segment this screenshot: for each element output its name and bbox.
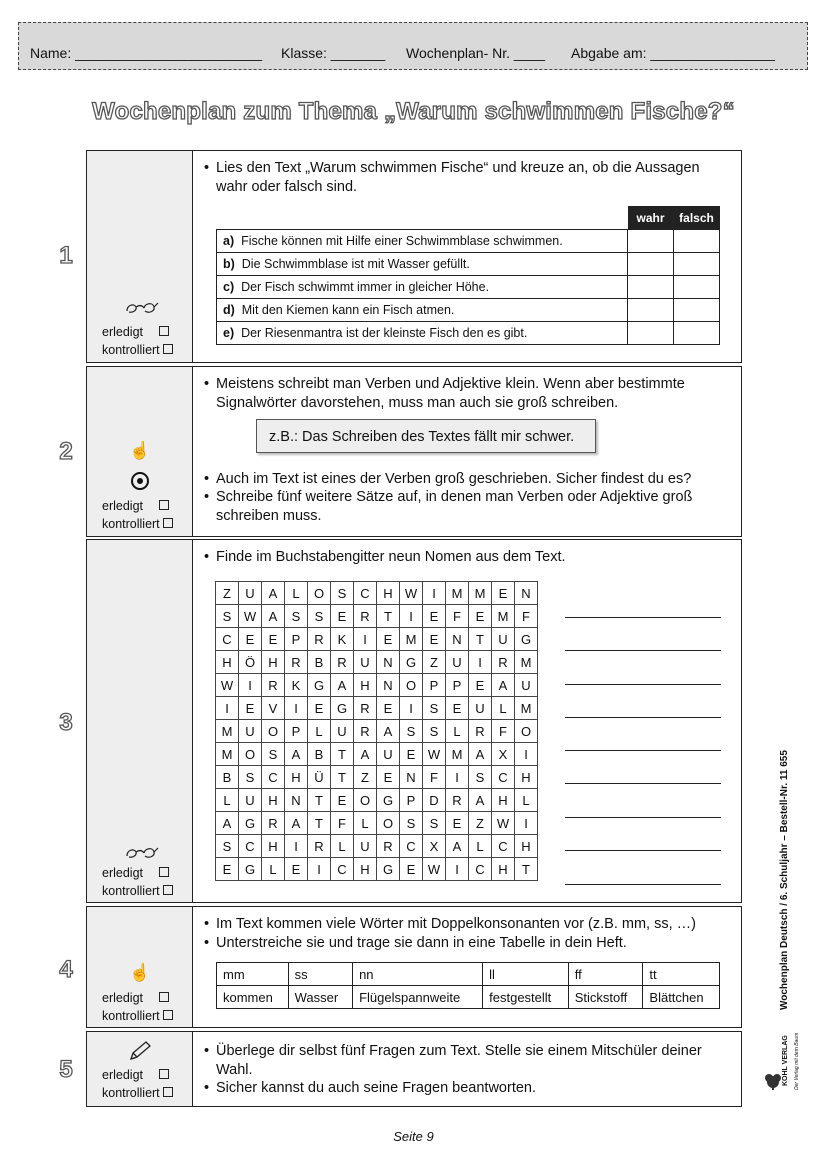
- answer-cell[interactable]: [628, 322, 674, 345]
- grid-letter[interactable]: G: [239, 812, 262, 835]
- grid-letter[interactable]: G: [308, 674, 331, 697]
- grid-letter[interactable]: M: [400, 628, 423, 651]
- grid-letter[interactable]: T: [331, 743, 354, 766]
- answer-cell[interactable]: [628, 299, 674, 322]
- grid-letter[interactable]: N: [515, 582, 538, 605]
- done-checkbox[interactable]: [159, 992, 169, 1002]
- grid-letter[interactable]: R: [354, 605, 377, 628]
- table-cell: festgestellt: [483, 986, 569, 1009]
- page-title: Wochenplan zum Thema „Warum schwimmen Fische?“: [92, 98, 735, 125]
- grid-letter[interactable]: E: [331, 605, 354, 628]
- status-checked-label: kontrolliert: [102, 517, 160, 531]
- grid-letter[interactable]: N: [285, 789, 308, 812]
- grid-letter[interactable]: E: [216, 858, 239, 881]
- grid-letter[interactable]: U: [446, 651, 469, 674]
- done-checkbox[interactable]: [159, 867, 169, 877]
- grid-letter[interactable]: S: [216, 835, 239, 858]
- grid-letter[interactable]: S: [469, 766, 492, 789]
- target-icon: [125, 471, 155, 496]
- grid-letter[interactable]: L: [262, 858, 285, 881]
- answer-line[interactable]: [565, 817, 721, 818]
- grid-letter[interactable]: X: [492, 743, 515, 766]
- grid-letter[interactable]: F: [423, 766, 446, 789]
- grid-letter[interactable]: L: [446, 720, 469, 743]
- grid-row: [216, 743, 538, 766]
- table-row: e) Der Riesenmantra ist der kleinste Fisch den es gibt.: [217, 322, 720, 345]
- table-row: b) Die Schwimmblase ist mit Wasser gefüllt.: [217, 253, 720, 276]
- klasse-field[interactable]: Klasse: _______: [281, 45, 386, 61]
- task-text: • Im Text kommen viele Wörter mit Doppelkonsonanten vor (z.B. mm, ss, …): [204, 916, 696, 932]
- grid-letter[interactable]: G: [331, 697, 354, 720]
- grid-letter[interactable]: Ö: [239, 651, 262, 674]
- grid-letter[interactable]: W: [423, 858, 446, 881]
- grid-letter[interactable]: C: [492, 835, 515, 858]
- grid-letter[interactable]: P: [400, 789, 423, 812]
- grid-letter[interactable]: R: [262, 674, 285, 697]
- grid-letter[interactable]: I: [515, 743, 538, 766]
- grid-letter[interactable]: H: [515, 766, 538, 789]
- grid-row: [216, 858, 538, 881]
- status-checked-label: kontrolliert: [102, 1009, 160, 1023]
- glasses-icon: [125, 299, 155, 322]
- grid-letter[interactable]: I: [285, 835, 308, 858]
- grid-letter[interactable]: F: [446, 605, 469, 628]
- grid-row: [216, 651, 538, 674]
- header-box: [18, 22, 808, 70]
- grid-row: [216, 835, 538, 858]
- col-header-tt: tt: [643, 963, 720, 986]
- name-field[interactable]: Name: ________________________: [30, 45, 262, 61]
- grid-letter[interactable]: H: [492, 789, 515, 812]
- grid-letter[interactable]: C: [262, 766, 285, 789]
- grid-letter[interactable]: I: [308, 858, 331, 881]
- letter-grid: [215, 581, 538, 881]
- grid-letter[interactable]: T: [331, 766, 354, 789]
- grid-letter[interactable]: M: [515, 697, 538, 720]
- table-row: c) Der Fisch schwimmt immer in gleicher Höhe.: [217, 276, 720, 299]
- answer-line[interactable]: [565, 717, 721, 718]
- grid-letter[interactable]: U: [469, 697, 492, 720]
- col-header-ss: ss: [288, 963, 352, 986]
- grid-letter[interactable]: N: [377, 651, 400, 674]
- grid-letter[interactable]: S: [331, 582, 354, 605]
- table-cell: Flügelspannweite: [353, 986, 483, 1009]
- pointing-hand-icon: ☝: [129, 441, 151, 460]
- grid-letter[interactable]: S: [239, 766, 262, 789]
- grid-letter[interactable]: Z: [469, 812, 492, 835]
- checked-checkbox[interactable]: [163, 518, 173, 528]
- col-header-ll: ll: [483, 963, 569, 986]
- task-text: • Überlege dir selbst fünf Fragen zum Text. Stelle sie einem Mitschüler deiner Wahl.: [204, 1043, 702, 1078]
- section-3: [86, 539, 742, 903]
- grid-letter[interactable]: G: [400, 651, 423, 674]
- section-number-3: 3: [59, 709, 73, 736]
- grid-letter[interactable]: I: [446, 766, 469, 789]
- answer-cell[interactable]: [628, 276, 674, 299]
- grid-letter[interactable]: R: [354, 720, 377, 743]
- grid-letter[interactable]: C: [331, 858, 354, 881]
- grid-letter[interactable]: I: [400, 605, 423, 628]
- grid-letter[interactable]: R: [331, 651, 354, 674]
- grid-letter[interactable]: E: [377, 697, 400, 720]
- grid-letter[interactable]: S: [308, 605, 331, 628]
- grid-letter[interactable]: A: [469, 789, 492, 812]
- grid-letter[interactable]: L: [469, 835, 492, 858]
- grid-letter[interactable]: L: [285, 582, 308, 605]
- col-header-nn: nn: [353, 963, 483, 986]
- task-text: • Unterstreiche sie und trage sie dann in eine Tabelle in dein Heft.: [204, 935, 627, 951]
- table-row: d) Mit den Kiemen kann ein Fisch atmen.: [217, 299, 720, 322]
- task-text: • Schreibe fünf weitere Sätze auf, in denen man Verben oder Adjektive groß schreiben muss.: [204, 489, 693, 524]
- answer-line[interactable]: [565, 650, 721, 651]
- grid-letter[interactable]: H: [262, 651, 285, 674]
- pencil-icon: [125, 1040, 155, 1067]
- grid-letter[interactable]: S: [262, 743, 285, 766]
- publisher-name: KOHL VERLAG: [782, 1035, 789, 1086]
- grid-letter[interactable]: W: [400, 582, 423, 605]
- grid-letter[interactable]: A: [377, 720, 400, 743]
- grid-letter[interactable]: U: [515, 674, 538, 697]
- grid-letter[interactable]: P: [446, 674, 469, 697]
- grid-letter[interactable]: U: [354, 651, 377, 674]
- grid-letter[interactable]: E: [308, 697, 331, 720]
- answer-cell[interactable]: [674, 230, 720, 253]
- table-cell: Stickstoff: [568, 986, 643, 1009]
- true-false-table: [216, 206, 720, 345]
- section-number-1: 1: [59, 242, 73, 269]
- checked-checkbox[interactable]: [163, 1087, 173, 1097]
- grid-letter[interactable]: I: [469, 651, 492, 674]
- grid-letter[interactable]: E: [262, 628, 285, 651]
- section-number-2: 2: [59, 438, 73, 465]
- answer-line[interactable]: [565, 783, 721, 784]
- grid-row: [216, 812, 538, 835]
- task-text: • Lies den Text „Warum schwimmen Fische“ und kreuze an, ob die Aussagen wahr oder falsch sind.: [204, 160, 700, 195]
- grid-letter[interactable]: I: [423, 582, 446, 605]
- grid-letter[interactable]: A: [469, 743, 492, 766]
- grid-letter[interactable]: I: [400, 697, 423, 720]
- section-number-4: 4: [59, 956, 73, 983]
- grid-letter[interactable]: F: [515, 605, 538, 628]
- grid-letter[interactable]: S: [423, 697, 446, 720]
- done-checkbox[interactable]: [159, 326, 169, 336]
- grid-letter[interactable]: H: [377, 582, 400, 605]
- done-checkbox[interactable]: [159, 500, 169, 510]
- grid-letter[interactable]: E: [239, 697, 262, 720]
- grid-letter[interactable]: W: [492, 812, 515, 835]
- grid-letter[interactable]: L: [515, 789, 538, 812]
- grid-row: [216, 720, 538, 743]
- status-checked-label: kontrolliert: [102, 1086, 160, 1100]
- grid-letter[interactable]: A: [492, 674, 515, 697]
- grid-letter[interactable]: K: [285, 674, 308, 697]
- grid-letter[interactable]: G: [377, 789, 400, 812]
- grid-letter[interactable]: F: [331, 812, 354, 835]
- answer-cell[interactable]: [674, 299, 720, 322]
- grid-letter[interactable]: E: [469, 674, 492, 697]
- grid-letter[interactable]: U: [239, 720, 262, 743]
- grid-letter[interactable]: A: [354, 743, 377, 766]
- grid-letter[interactable]: A: [216, 812, 239, 835]
- grid-letter[interactable]: R: [446, 789, 469, 812]
- status-done-label: erledigt: [102, 499, 143, 513]
- grid-letter[interactable]: C: [354, 582, 377, 605]
- grid-letter[interactable]: L: [492, 697, 515, 720]
- grid-letter[interactable]: M: [469, 582, 492, 605]
- grid-letter[interactable]: S: [423, 720, 446, 743]
- grid-letter[interactable]: I: [354, 628, 377, 651]
- grid-letter[interactable]: C: [469, 858, 492, 881]
- grid-letter[interactable]: R: [262, 812, 285, 835]
- grid-letter[interactable]: I: [285, 697, 308, 720]
- grid-letter[interactable]: E: [400, 858, 423, 881]
- grid-letter[interactable]: D: [423, 789, 446, 812]
- grid-letter[interactable]: T: [377, 605, 400, 628]
- grid-row: [216, 697, 538, 720]
- answer-line[interactable]: [565, 884, 721, 885]
- grid-letter[interactable]: G: [239, 858, 262, 881]
- grid-letter[interactable]: E: [492, 582, 515, 605]
- grid-row: [216, 674, 538, 697]
- grid-letter[interactable]: R: [308, 835, 331, 858]
- status-done-label: erledigt: [102, 1068, 143, 1082]
- grid-letter[interactable]: I: [515, 812, 538, 835]
- pointing-hand-icon: ☝: [129, 963, 151, 982]
- grid-letter[interactable]: H: [515, 835, 538, 858]
- grid-letter[interactable]: E: [331, 789, 354, 812]
- grid-letter[interactable]: C: [239, 835, 262, 858]
- grid-letter[interactable]: L: [216, 789, 239, 812]
- grid-letter[interactable]: U: [492, 628, 515, 651]
- grid-letter[interactable]: C: [492, 766, 515, 789]
- grid-letter[interactable]: H: [285, 766, 308, 789]
- col-header-wahr: wahr: [628, 206, 674, 230]
- grid-letter[interactable]: S: [400, 720, 423, 743]
- side-publication-info: Wochenplan Deutsch / 6. Schuljahr – Bestell-Nr. 11 655: [779, 750, 790, 1010]
- grid-letter[interactable]: R: [469, 720, 492, 743]
- grid-letter[interactable]: B: [308, 651, 331, 674]
- grid-letter[interactable]: A: [262, 605, 285, 628]
- grid-letter[interactable]: R: [308, 628, 331, 651]
- grid-letter[interactable]: W: [216, 674, 239, 697]
- grid-letter[interactable]: Z: [423, 651, 446, 674]
- grid-letter[interactable]: P: [285, 628, 308, 651]
- grid-letter[interactable]: A: [285, 812, 308, 835]
- grid-letter[interactable]: P: [285, 720, 308, 743]
- answer-cell[interactable]: [674, 253, 720, 276]
- col-header-falsch: falsch: [674, 206, 720, 230]
- grid-letter[interactable]: Z: [354, 766, 377, 789]
- section-1: [86, 150, 742, 363]
- checked-checkbox[interactable]: [163, 885, 173, 895]
- grid-row: [216, 789, 538, 812]
- grid-letter[interactable]: O: [239, 743, 262, 766]
- grid-letter[interactable]: E: [423, 605, 446, 628]
- done-checkbox[interactable]: [159, 1069, 169, 1079]
- grid-letter[interactable]: M: [446, 582, 469, 605]
- grid-letter[interactable]: U: [239, 789, 262, 812]
- grid-letter[interactable]: H: [216, 651, 239, 674]
- grid-letter[interactable]: C: [400, 835, 423, 858]
- grid-letter[interactable]: L: [308, 720, 331, 743]
- grid-letter[interactable]: K: [331, 628, 354, 651]
- grid-row: [216, 628, 538, 651]
- grid-letter[interactable]: G: [377, 858, 400, 881]
- grid-letter[interactable]: H: [354, 858, 377, 881]
- grid-letter[interactable]: L: [354, 812, 377, 835]
- grid-letter[interactable]: E: [285, 858, 308, 881]
- grid-letter[interactable]: E: [446, 812, 469, 835]
- grid-letter[interactable]: E: [400, 743, 423, 766]
- grid-letter[interactable]: E: [239, 628, 262, 651]
- grid-letter[interactable]: A: [331, 674, 354, 697]
- grid-letter[interactable]: C: [216, 628, 239, 651]
- grid-letter[interactable]: H: [262, 789, 285, 812]
- answer-lines: [565, 540, 725, 900]
- grid-letter[interactable]: E: [377, 628, 400, 651]
- grid-letter[interactable]: U: [331, 720, 354, 743]
- grid-row: [216, 766, 538, 789]
- grid-letter[interactable]: N: [400, 766, 423, 789]
- grid-letter[interactable]: T: [308, 812, 331, 835]
- answer-line[interactable]: [565, 617, 721, 618]
- grid-letter[interactable]: S: [423, 812, 446, 835]
- grid-letter[interactable]: B: [216, 766, 239, 789]
- grid-letter[interactable]: E: [446, 697, 469, 720]
- grid-letter[interactable]: W: [423, 743, 446, 766]
- grid-letter[interactable]: V: [262, 697, 285, 720]
- grid-letter[interactable]: O: [515, 720, 538, 743]
- checked-checkbox[interactable]: [163, 1010, 173, 1020]
- abgabe-field[interactable]: Abgabe am: ________________: [571, 45, 775, 61]
- publisher-logo: [764, 1030, 800, 1090]
- grid-letter[interactable]: G: [515, 628, 538, 651]
- grid-letter[interactable]: R: [377, 835, 400, 858]
- task-text: • Sicher kannst du auch seine Fragen beantworten.: [204, 1080, 537, 1096]
- grid-letter[interactable]: S: [285, 605, 308, 628]
- grid-letter[interactable]: S: [400, 812, 423, 835]
- grid-letter[interactable]: H: [492, 858, 515, 881]
- checked-checkbox[interactable]: [163, 344, 173, 354]
- task-text: • Meistens schreibt man Verben und Adjektive klein. Wenn aber bestimmte Signalwörter davorstehen, muss man auch sie groß schreiben.: [204, 376, 685, 411]
- double-consonant-table: [216, 962, 720, 1009]
- publisher-tagline: Der Verlag mit dem Baum: [794, 1032, 800, 1090]
- grid-letter[interactable]: M: [216, 743, 239, 766]
- grid-letter[interactable]: O: [308, 582, 331, 605]
- grid-letter[interactable]: S: [216, 605, 239, 628]
- grid-letter[interactable]: O: [354, 789, 377, 812]
- grid-letter[interactable]: Z: [216, 582, 239, 605]
- grid-letter[interactable]: O: [262, 720, 285, 743]
- grid-letter[interactable]: A: [446, 835, 469, 858]
- grid-letter[interactable]: U: [239, 582, 262, 605]
- table-cell: kommen: [217, 986, 289, 1009]
- table-row: a) Fische können mit Hilfe einer Schwimmblase schwimmen.: [217, 230, 720, 253]
- answer-line[interactable]: [565, 850, 721, 851]
- grid-letter[interactable]: R: [492, 651, 515, 674]
- col-header-ff: ff: [568, 963, 643, 986]
- grid-letter[interactable]: H: [354, 674, 377, 697]
- grid-letter[interactable]: F: [492, 720, 515, 743]
- grid-letter[interactable]: M: [446, 743, 469, 766]
- status-checked-label: kontrolliert: [102, 343, 160, 357]
- answer-line[interactable]: [565, 750, 721, 751]
- status-checked-label: kontrolliert: [102, 884, 160, 898]
- status-done-label: erledigt: [102, 325, 143, 339]
- section-number-5: 5: [59, 1056, 73, 1083]
- grid-letter[interactable]: X: [423, 835, 446, 858]
- page-number: Seite 9: [393, 1129, 434, 1144]
- grid-letter[interactable]: I: [446, 858, 469, 881]
- grid-letter[interactable]: M: [515, 651, 538, 674]
- section-4: [86, 906, 742, 1028]
- answer-cell[interactable]: [628, 253, 674, 276]
- grid-letter[interactable]: W: [239, 605, 262, 628]
- grid-letter[interactable]: I: [239, 674, 262, 697]
- example-box: z.B.: Das Schreiben des Textes fällt mir schwer.: [256, 419, 596, 453]
- grid-letter[interactable]: R: [285, 651, 308, 674]
- answer-cell[interactable]: [674, 322, 720, 345]
- grid-letter[interactable]: M: [216, 720, 239, 743]
- grid-letter[interactable]: T: [515, 858, 538, 881]
- grid-letter[interactable]: N: [446, 628, 469, 651]
- grid-letter[interactable]: A: [262, 582, 285, 605]
- grid-letter[interactable]: A: [285, 743, 308, 766]
- grid-letter[interactable]: T: [469, 628, 492, 651]
- task-text: • Auch im Text ist eines der Verben groß geschrieben. Sicher findest du es?: [204, 471, 692, 487]
- table-cell: Wasser: [288, 986, 352, 1009]
- answer-cell[interactable]: [628, 230, 674, 253]
- wochenplan-nr-field[interactable]: Wochenplan- Nr. ____: [406, 45, 546, 61]
- grid-letter[interactable]: E: [377, 766, 400, 789]
- answer-line[interactable]: [565, 684, 721, 685]
- grid-letter[interactable]: Ü: [308, 766, 331, 789]
- section-2: [86, 366, 742, 537]
- grid-letter[interactable]: O: [377, 812, 400, 835]
- grid-letter[interactable]: I: [216, 697, 239, 720]
- section-5: [86, 1031, 742, 1107]
- grid-row: [216, 605, 538, 628]
- grid-letter[interactable]: P: [423, 674, 446, 697]
- col-header-mm: mm: [217, 963, 289, 986]
- grid-letter[interactable]: T: [308, 789, 331, 812]
- grid-letter[interactable]: L: [331, 835, 354, 858]
- grid-letter[interactable]: M: [492, 605, 515, 628]
- grid-row: [216, 582, 538, 605]
- grid-letter[interactable]: E: [423, 628, 446, 651]
- task-text: • Finde im Buchstabengitter neun Nomen aus dem Text.: [204, 549, 566, 565]
- grid-letter[interactable]: H: [262, 835, 285, 858]
- table-cell: Blättchen: [643, 986, 720, 1009]
- grid-letter[interactable]: U: [354, 835, 377, 858]
- grid-letter[interactable]: R: [354, 697, 377, 720]
- grid-letter[interactable]: E: [469, 605, 492, 628]
- status-done-label: erledigt: [102, 866, 143, 880]
- grid-letter[interactable]: O: [400, 674, 423, 697]
- grid-letter[interactable]: N: [377, 674, 400, 697]
- status-done-label: erledigt: [102, 991, 143, 1005]
- grid-letter[interactable]: B: [308, 743, 331, 766]
- answer-cell[interactable]: [674, 276, 720, 299]
- grid-letter[interactable]: U: [377, 743, 400, 766]
